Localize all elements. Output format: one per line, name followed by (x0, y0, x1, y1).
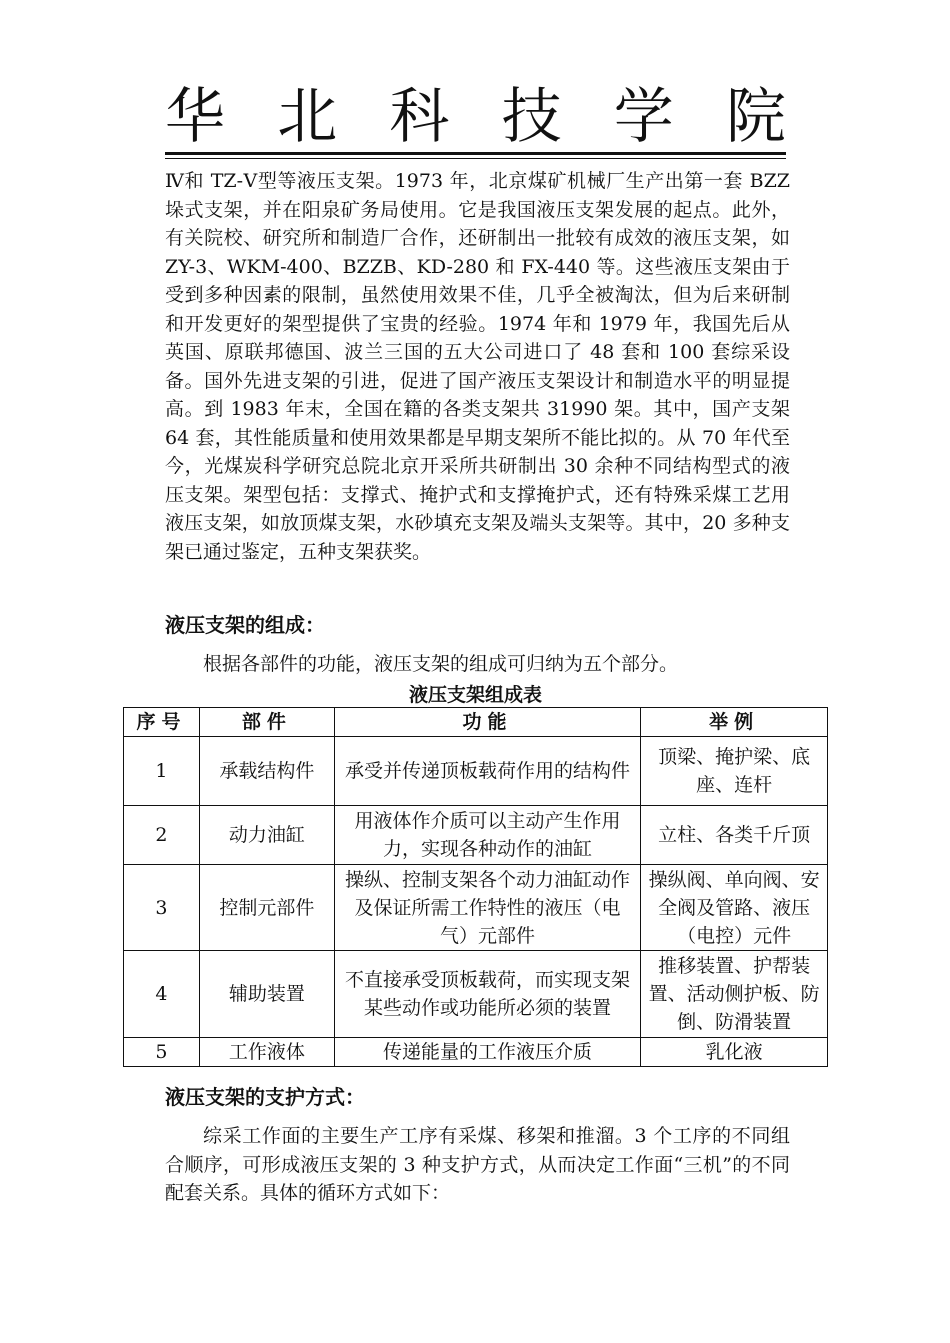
cell-example: 操纵阀、单向阀、安全阀及管路、液压（电控）元件 (641, 865, 828, 951)
column-header-function: 功能 (334, 708, 641, 737)
cell-function: 用液体作介质可以主动产生作用力，实现各种动作的油缸 (334, 806, 641, 865)
header-rule-thin (165, 158, 786, 159)
table-row (124, 865, 828, 951)
body-paragraph: 综采工作面的主要生产工序有采煤、移架和推溜。3 个工序的不同组合顺序，可形成液压支架的 3 种支护方式，从而决定工作面“三机”的不同配套关系。具体的循环方式如下： (165, 1125, 790, 1204)
section-heading-composition: 液压支架的组成： (165, 613, 325, 637)
title-char: 华 (165, 82, 225, 152)
title-char: 科 (389, 82, 450, 152)
column-header-number: 序号 (124, 708, 200, 737)
components-table (123, 707, 828, 1067)
cell-function: 操纵、控制支架各个动力油缸动作及保证所需工作特性的液压（电气）元部件 (334, 865, 641, 951)
cell-example: 顶梁、掩护梁、底座、连杆 (641, 737, 828, 806)
cell-function: 承受并传递顶板载荷作用的结构件 (334, 737, 641, 806)
cell-part: 控制元部件 (199, 865, 334, 951)
title-char: 北 (277, 82, 338, 152)
cell-function: 传递能量的工作液压介质 (334, 1038, 641, 1067)
title-char: 院 (725, 82, 786, 152)
cell-number: 4 (124, 951, 200, 1038)
body-paragraph: Ⅳ和 TZ-Ⅴ型等液压支架。1973 年，北京煤矿机械厂生产出第一套 BZZ 垛式支架，并在阳泉矿务局使用。它是我国液压支架发展的起点。此外，有关院校、研究所和制造厂合作，还研制出一批较有成效的液压支架，如 ZY-3、WKM-400、BZZB、KD-280 和 FX-440 等。这些液压支架由于受到多种因素的限制，虽然使用效果不佳，几乎全被淘汰，但为后来研制和开发更好的架型提供了宝贵的经验。1974 年和 1979 年，我国先后从英国、原联邦德国、波兰三国的五大公司进口了 48 套和 100 套综采设备。国外先进支架的引进，促进了国产液压支架设计和制造水平的明显提高。到 1983 年末，全国在籍的各类支架共 31990 架。其中，国产支架 64 套，其性能质量和使用效果都是早期支架所不能比拟的。从 70 年代至今，光煤炭科学研究总院北京开采所共研制出 30 余种不同结构型式的液压支架。架型包括：支撑式、掩护式和支撑掩护式，还有特殊采煤工艺用液压支架，如放顶煤支架，水砂填充支架及端头支架等。其中，20 多种支架已通过鉴定，五种支架获奖。 (165, 170, 790, 563)
cell-number: 2 (124, 806, 200, 865)
cell-part: 工作液体 (199, 1038, 334, 1067)
page-header (165, 84, 786, 164)
cell-number: 3 (124, 865, 200, 951)
table-caption: 液压支架组成表 (408, 684, 542, 706)
cell-example: 乳化液 (641, 1038, 828, 1067)
cell-function: 不直接承受顶板载荷，而实现支架某些动作或功能所必须的装置 (334, 951, 641, 1038)
body-paragraph: 根据各部件的功能，液压支架的组成可归纳为五个部分。 (203, 653, 679, 675)
cell-example: 推移装置、护帮装置、活动侧护板、防倒、防滑装置 (641, 951, 828, 1038)
cell-part: 承载结构件 (199, 737, 334, 806)
title-char: 学 (613, 82, 674, 152)
cell-number: 1 (124, 737, 200, 806)
table-row (124, 1038, 828, 1067)
table-row (124, 737, 828, 806)
cell-number: 5 (124, 1038, 200, 1067)
cell-part: 辅助装置 (199, 951, 334, 1038)
table-header-row (124, 708, 828, 737)
header-rule-thick (165, 152, 786, 155)
section-heading-support-methods: 液压支架的支护方式： (165, 1085, 365, 1109)
cell-example: 立柱、各类千斤顶 (641, 806, 828, 865)
table-row (124, 951, 828, 1038)
institution-title (165, 84, 786, 150)
title-char: 技 (501, 82, 562, 152)
column-header-part: 部件 (199, 708, 334, 737)
column-header-example: 举例 (641, 708, 828, 737)
table-row (124, 806, 828, 865)
cell-part: 动力油缸 (199, 806, 334, 865)
